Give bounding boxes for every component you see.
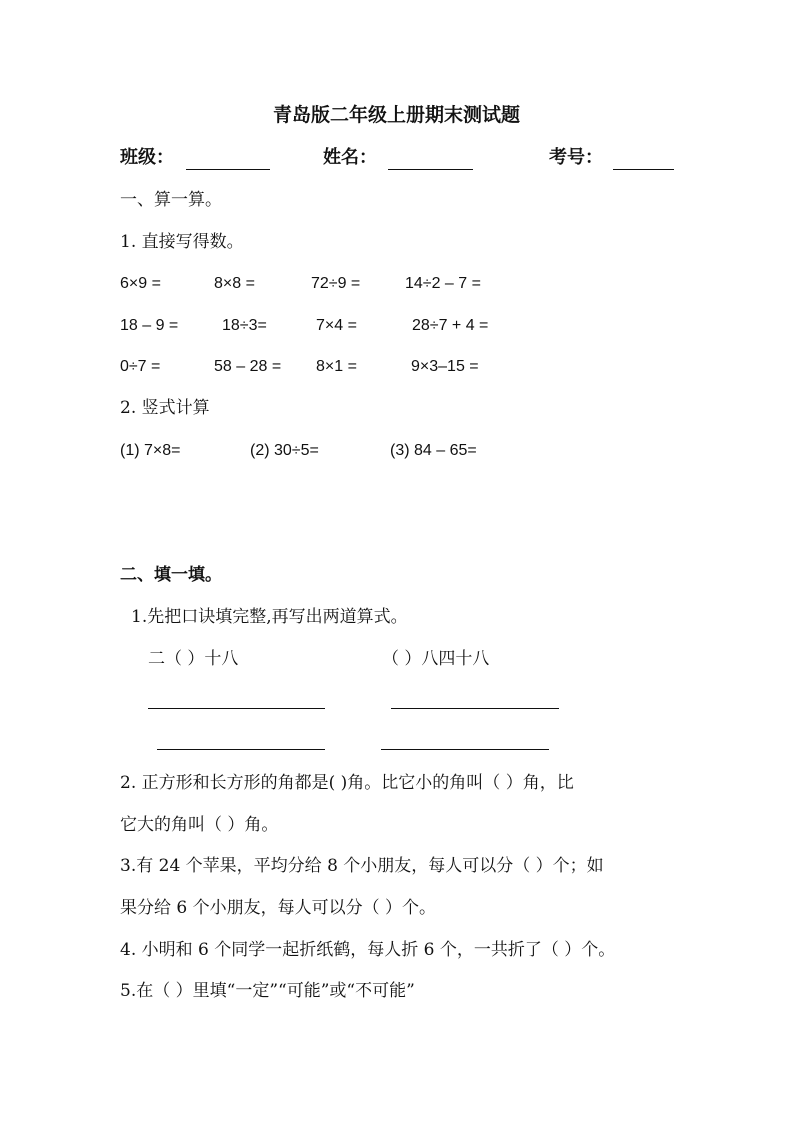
answer-line[interactable] — [157, 749, 325, 750]
calc-item: 9×3–15 = — [411, 358, 479, 375]
section2-q3-line1: 3.有 24 个苹果，平均分给 8 个小朋友，每人可以分（ ）个；如 — [120, 856, 604, 876]
calc-item: 8×8 = — [214, 275, 255, 292]
multiplication-rhyme-left: 二（ ）十八 — [148, 649, 239, 669]
section2-heading: 二、填一填。 — [120, 565, 222, 585]
section2-q5: 5.在（ ）里填“一定”“可能”或“不可能” — [120, 981, 415, 1001]
multiplication-rhyme-right: （ ）八四十八 — [382, 649, 490, 669]
calc-item: 14÷2 – 7 = — [405, 275, 481, 292]
section2-q3-line2: 果分给 6 个小朋友，每人可以分（ ）个。 — [120, 898, 437, 918]
section2-q4: 4. 小明和 6 个同学一起折纸鹤，每人折 6 个，一共折了（ ）个。 — [120, 940, 616, 960]
number-blank[interactable] — [613, 169, 674, 170]
section1-q2-label: 2. 竖式计算 — [120, 398, 210, 418]
vertical-item: (1) 7×8= — [120, 442, 181, 459]
calc-item: 18 – 9 = — [120, 317, 179, 334]
number-label: 考号： — [549, 147, 603, 168]
calc-item: 72÷9 = — [311, 275, 361, 292]
class-label: 班级： — [120, 147, 174, 168]
section1-heading: 一、算一算。 — [120, 190, 222, 210]
calc-item: 28÷7 + 4 = — [412, 317, 489, 334]
name-blank[interactable] — [388, 169, 473, 170]
section2-q1: 1.先把口诀填完整,再写出两道算式。 — [131, 607, 408, 627]
vertical-item: (3) 84 – 65= — [390, 442, 477, 459]
calc-item: 58 – 28 = — [214, 358, 282, 375]
answer-line[interactable] — [148, 708, 325, 709]
calc-item: 18÷3= — [222, 317, 267, 334]
section1-q1-label: 1. 直接写得数。 — [120, 232, 244, 252]
answer-line[interactable] — [381, 749, 549, 750]
answer-line[interactable] — [391, 708, 559, 709]
calc-item: 8×1 = — [316, 358, 357, 375]
calc-item: 0÷7 = — [120, 358, 161, 375]
section2-q2-line1: 2. 正方形和长方形的角都是( )角。比它小的角叫（ ）角，比 — [120, 773, 574, 793]
vertical-item: (2) 30÷5= — [250, 442, 319, 459]
calc-item: 7×4 = — [316, 317, 357, 334]
name-label: 姓名： — [323, 147, 377, 168]
page-title: 青岛版二年级上册期末测试题 — [272, 104, 520, 126]
section2-q2-line2: 它大的角叫（ ）角。 — [120, 815, 279, 835]
class-blank[interactable] — [186, 169, 270, 170]
calc-item: 6×9 = — [120, 275, 161, 292]
